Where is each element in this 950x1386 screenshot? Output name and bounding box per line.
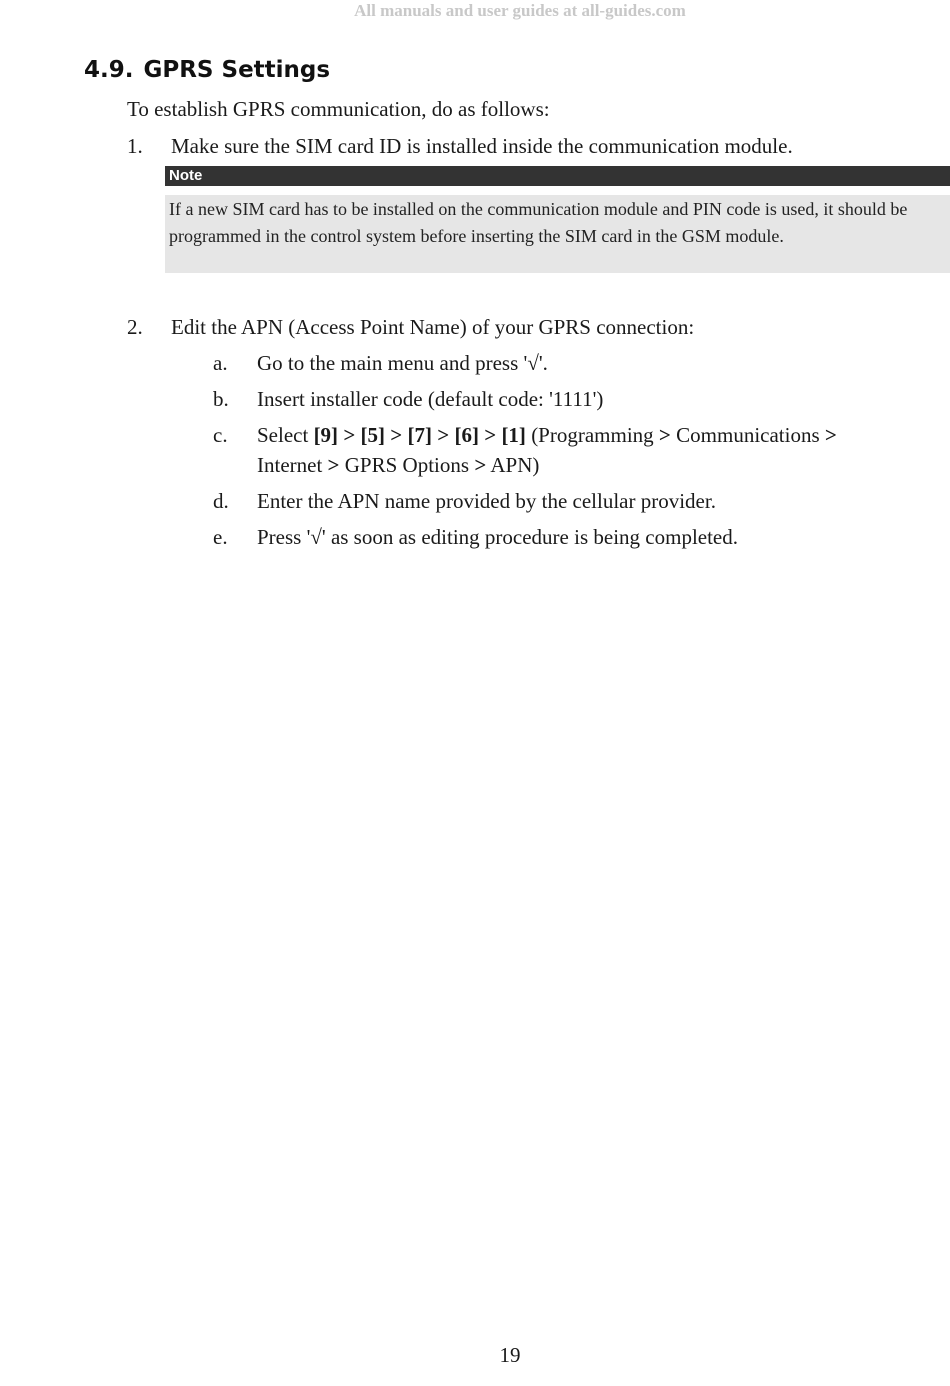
note-text: If a new SIM card has to be installed on the communication module and PIN code is used, it should be programmed in the control system before inserting the SIM card in the GSM module. xyxy=(169,199,908,246)
substep-letter: b. xyxy=(213,387,229,411)
substep-text xyxy=(257,522,917,552)
substep-text: Enter the APN name provided by the cellular provider. xyxy=(257,489,716,513)
menu-path-part: GPRS Options xyxy=(339,453,475,477)
substep-text-part: Go to the main menu and press ' xyxy=(257,351,528,375)
step-2 xyxy=(127,314,927,340)
page-number: 19 xyxy=(499,1343,521,1367)
menu-separator: > xyxy=(478,423,502,447)
substep-text-part: ' as soon as editing procedure is being completed. xyxy=(321,525,738,549)
substep-text: Insert installer code (default code: '1111') xyxy=(257,387,604,411)
step-1 xyxy=(127,133,927,159)
menu-key: [1] xyxy=(501,423,526,447)
substep-letter: c. xyxy=(213,423,228,447)
menu-key: [6] xyxy=(454,423,479,447)
menu-path-separator: > xyxy=(824,423,837,447)
substep-text xyxy=(257,348,917,378)
section-title: GPRS Settings xyxy=(143,57,331,83)
substep-letter: a. xyxy=(213,351,228,375)
watermark: All manuals and user guides at all-guides.com xyxy=(354,1,686,20)
menu-path-separator: > xyxy=(474,453,487,477)
checkmark-key: √ xyxy=(527,351,539,375)
intro-paragraph: To establish GPRS communication, do as follows: xyxy=(127,97,550,121)
substep-text-part: '. xyxy=(538,351,548,375)
menu-key: [7] xyxy=(407,423,432,447)
menu-key: [9] xyxy=(313,423,339,447)
section-heading xyxy=(84,55,330,85)
substep-line-1 xyxy=(257,423,837,447)
menu-separator: > xyxy=(338,423,361,447)
step-number: 1. xyxy=(127,134,143,158)
menu-path-separator: > xyxy=(327,453,340,477)
note-label: Note xyxy=(169,167,203,184)
menu-separator: > xyxy=(385,423,408,447)
substep-text-part: Press ' xyxy=(257,525,311,549)
step-text: Make sure the SIM card ID is installed inside the communication module. xyxy=(171,134,793,158)
menu-path-part: APN) xyxy=(486,453,540,477)
note-header xyxy=(165,166,950,186)
note-box xyxy=(165,195,950,273)
menu-path-part: Communications xyxy=(670,423,825,447)
menu-key: [5] xyxy=(360,423,386,447)
substep-letter: d. xyxy=(213,489,229,513)
menu-path-separator: > xyxy=(658,423,671,447)
section-number: 4.9. xyxy=(84,57,134,83)
substep-text xyxy=(257,420,917,480)
menu-separator: > xyxy=(432,423,455,447)
substep-line-2 xyxy=(257,453,539,477)
step-text: Edit the APN (Access Point Name) of your GPRS connection: xyxy=(171,315,695,339)
menu-path-part: Internet xyxy=(257,453,328,477)
substep-text-part: Select xyxy=(257,423,314,447)
step-number: 2. xyxy=(127,315,143,339)
menu-path-part: (Programming xyxy=(525,423,659,447)
substep-letter: e. xyxy=(213,525,228,549)
checkmark-key: √ xyxy=(310,525,322,549)
